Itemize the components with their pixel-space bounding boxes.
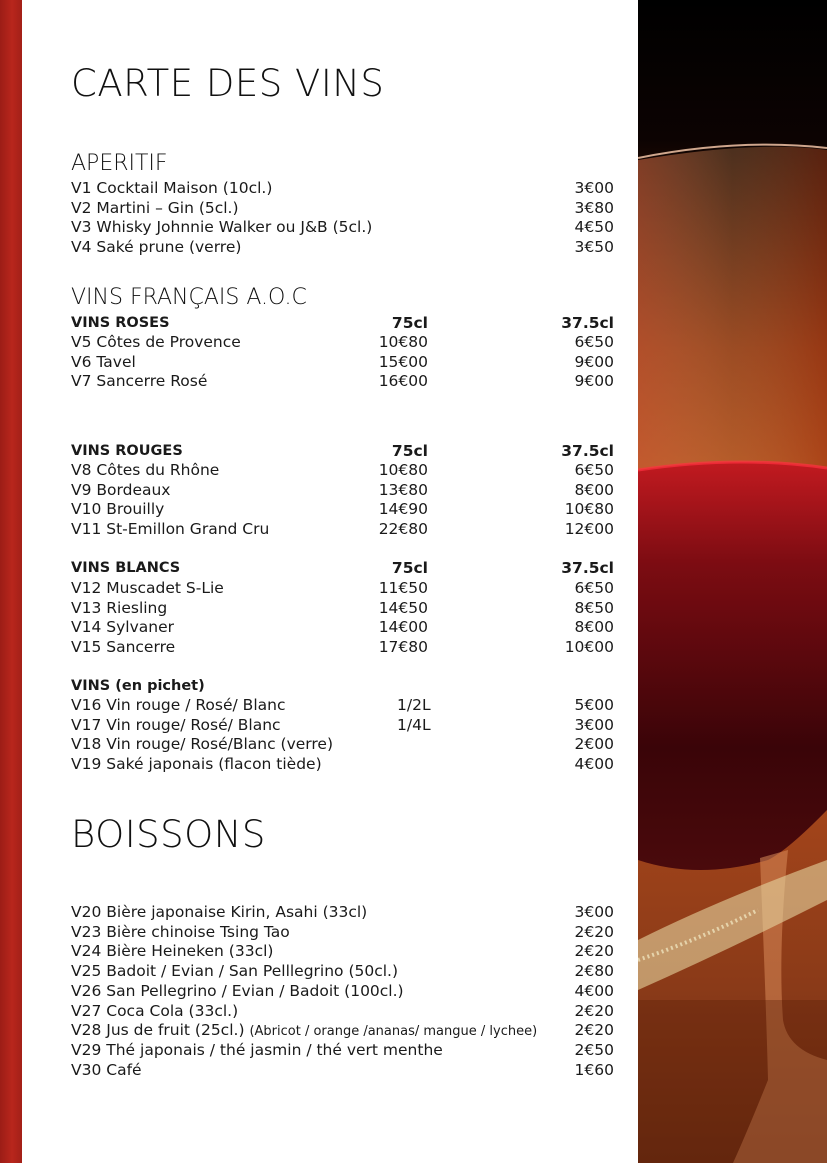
- menu-item: [71, 178, 614, 198]
- item-name: V15 Sancerre: [71, 638, 176, 657]
- menu-item: [71, 598, 614, 618]
- item-name: V8 Côtes du Rhône: [71, 461, 220, 479]
- item-price-75cl: 22€80: [378, 520, 428, 539]
- column-37cl: 37.5cl: [561, 314, 614, 332]
- left-accent-bar: [0, 0, 22, 1163]
- item-name: V2 Martini – Gin (5cl.): [71, 198, 239, 217]
- column-75cl: 75cl: [391, 442, 428, 460]
- item-name: V23 Bière chinoise Tsing Tao: [71, 922, 290, 941]
- subheading-label: VINS ROSES: [71, 315, 170, 331]
- item-name: V25 Badoit / Evian / San Pelllegrino (50cl.): [71, 962, 399, 981]
- item-name: V4 Saké prune (verre): [71, 238, 242, 257]
- menu-item: [71, 961, 614, 981]
- item-price-75cl: 10€80: [378, 333, 428, 351]
- wine-glass-photo: [638, 0, 827, 1163]
- column-75cl: 75cl: [391, 314, 428, 332]
- item-price: 3€00: [574, 903, 614, 921]
- item-price: 3€50: [574, 238, 614, 257]
- item-price: 2€20: [574, 1021, 614, 1040]
- menu-item: [71, 715, 614, 735]
- item-price: 4€00: [574, 981, 614, 1000]
- item-name: V29 Thé japonais / thé jasmin / thé vert menthe: [71, 1040, 443, 1059]
- item-price: 3€00: [574, 179, 614, 197]
- menu-item: [71, 1040, 614, 1060]
- item-price-37cl: 10€80: [564, 500, 614, 519]
- item-name: V17 Vin rouge/ Rosé/ Blanc: [71, 715, 281, 734]
- menu-item: [71, 941, 614, 961]
- column-75cl: 75cl: [391, 559, 428, 577]
- item-price: 1€60: [574, 1060, 614, 1079]
- item-price-37cl: 9€00: [574, 372, 614, 391]
- item-size: 1/2L: [397, 696, 431, 714]
- item-name: V6 Tavel: [71, 352, 136, 371]
- menu-item: [71, 922, 614, 942]
- item-price-75cl: 13€80: [378, 480, 428, 499]
- item-size: 1/4L: [397, 715, 431, 734]
- item-price-37cl: 12€00: [564, 520, 614, 539]
- item-price-75cl: 14€00: [378, 618, 428, 637]
- menu-item: [71, 460, 614, 480]
- menu-item: [71, 480, 614, 500]
- item-price: 3€00: [574, 715, 614, 734]
- item-price-37cl: 6€50: [574, 579, 614, 597]
- menu-item: [71, 332, 614, 352]
- item-name: V30 Café: [71, 1060, 142, 1079]
- menu-item: [71, 617, 614, 637]
- section-heading-aperitif: APERITIF: [71, 151, 168, 176]
- item-price: 2€20: [574, 922, 614, 941]
- item-price-37cl: 9€00: [574, 352, 614, 371]
- item-name: V27 Coca Cola (33cl.): [71, 1001, 239, 1020]
- menu-item: [71, 217, 614, 237]
- menu-item: [71, 371, 614, 391]
- item-name: V11 St-Emillon Grand Cru: [71, 520, 270, 539]
- menu-item: [71, 754, 614, 774]
- item-price-75cl: 16€00: [378, 372, 428, 391]
- item-name: V19 Saké japonais (flacon tiède): [71, 755, 322, 774]
- item-price-37cl: 8€00: [574, 480, 614, 499]
- item-price-75cl: 17€80: [378, 638, 428, 657]
- menu-item: [71, 499, 614, 519]
- item-name: V10 Brouilly: [71, 500, 165, 519]
- menu-item: [71, 902, 614, 922]
- subheading-label: VINS BLANCS: [71, 560, 181, 576]
- item-price: 2€00: [574, 735, 614, 754]
- item-name: V12 Muscadet S-Lie: [71, 579, 224, 597]
- item-name: V1 Cocktail Maison (10cl.): [71, 179, 273, 197]
- item-price: 4€50: [574, 218, 614, 237]
- subheading-vins-rouges: [71, 441, 614, 461]
- menu-item: [71, 695, 614, 715]
- item-price-75cl: 14€90: [378, 500, 428, 519]
- menu-item: [71, 519, 614, 539]
- item-name: V24 Bière Heineken (33cl): [71, 942, 274, 961]
- item-name: V9 Bordeaux: [71, 480, 171, 499]
- subheading-label: VINS ROUGES: [71, 443, 183, 459]
- subheading-label: VINS (en pichet): [71, 678, 205, 694]
- menu-item: [71, 1001, 614, 1021]
- subheading-vins-blancs: [71, 558, 614, 578]
- section-heading-vins-francais: VINS FRANÇAIS A.O.C: [71, 285, 307, 310]
- item-price: 2€20: [574, 1001, 614, 1020]
- item-name: V7 Sancerre Rosé: [71, 372, 208, 391]
- item-price-75cl: 14€50: [378, 598, 428, 617]
- column-37cl: 37.5cl: [561, 559, 614, 577]
- item-price-37cl: 6€50: [574, 461, 614, 479]
- menu-item: [71, 198, 614, 218]
- item-price-37cl: 10€00: [564, 638, 614, 657]
- item-price: 4€00: [574, 755, 614, 774]
- item-name: V18 Vin rouge/ Rosé/Blanc (verre): [71, 735, 334, 754]
- item-price-75cl: 15€00: [378, 352, 428, 371]
- item-price-37cl: 8€00: [574, 618, 614, 637]
- menu-item: [71, 1020, 614, 1040]
- item-name: V16 Vin rouge / Rosé/ Blanc: [71, 696, 286, 714]
- item-name: V5 Côtes de Provence: [71, 333, 241, 351]
- menu-item: [71, 1060, 614, 1080]
- menu-item: [71, 352, 614, 372]
- item-price: 2€80: [574, 962, 614, 981]
- item-price: 2€20: [574, 942, 614, 961]
- item-price-37cl: 6€50: [574, 333, 614, 351]
- item-name: V26 San Pellegrino / Evian / Badoit (100cl.): [71, 981, 404, 1000]
- column-37cl: 37.5cl: [561, 442, 614, 460]
- item-price: 2€50: [574, 1040, 614, 1059]
- menu-item: [71, 637, 614, 657]
- item-name: V28 Jus de fruit (25cl.) (Abricot / orange /ananas/ mangue / lychee): [71, 1021, 538, 1040]
- item-price: 3€80: [574, 198, 614, 217]
- section-heading-boissons: BOISSONS: [71, 813, 266, 856]
- item-name: V3 Whisky Johnnie Walker ou J&B (5cl.): [71, 218, 373, 237]
- item-price-37cl: 8€50: [574, 598, 614, 617]
- item-name: V13 Riesling: [71, 598, 168, 617]
- menu-item: [71, 734, 614, 754]
- menu-item: [71, 237, 614, 257]
- menu-item: [71, 981, 614, 1001]
- item-name: V20 Bière japonaise Kirin, Asahi (33cl): [71, 903, 368, 921]
- item-name: V14 Sylvaner: [71, 618, 174, 637]
- item-price-75cl: 11€50: [378, 579, 428, 597]
- item-price: 5€00: [574, 696, 614, 714]
- subheading-vins-roses: [71, 313, 614, 333]
- item-price-75cl: 10€80: [378, 461, 428, 479]
- page-title: CARTE DES VINS: [71, 62, 385, 105]
- menu-item: [71, 578, 614, 598]
- subheading-vins-pichet: [71, 676, 614, 696]
- item-note: (Abricot / orange /ananas/ mangue / lychee): [249, 1024, 538, 1040]
